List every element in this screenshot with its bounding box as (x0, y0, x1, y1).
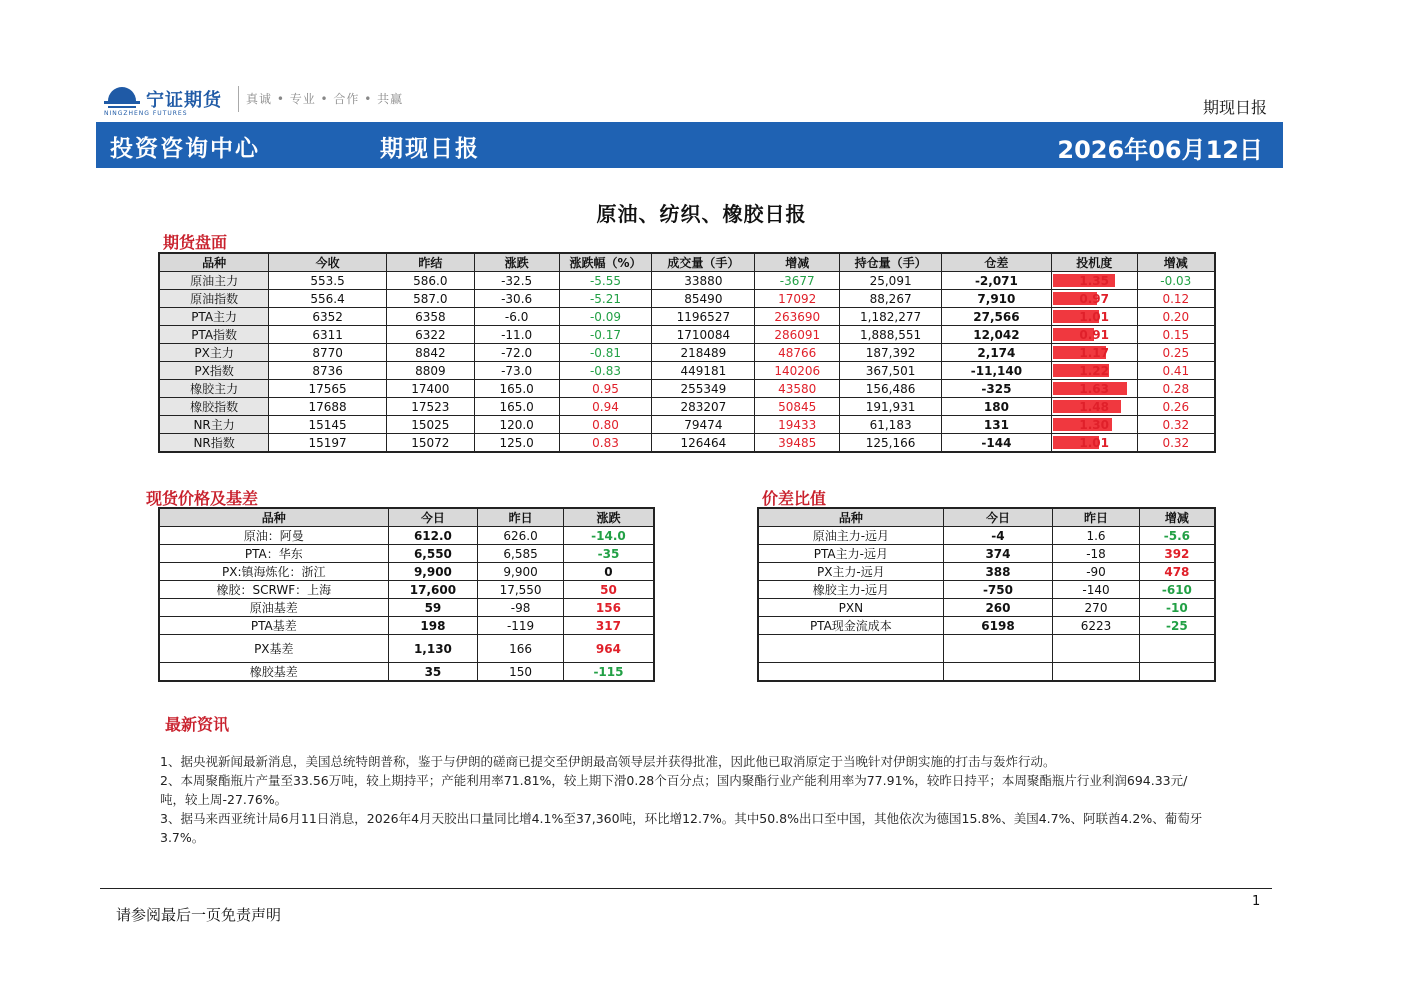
table-cell (1053, 663, 1140, 681)
table-cell: 1196527 (652, 308, 755, 326)
table-row (159, 617, 654, 635)
column-header: 昨结 (386, 253, 474, 272)
speculation-value: 0.97 (1079, 291, 1109, 306)
table-cell: -0.03 (1137, 272, 1215, 290)
page-number: 1 (1252, 894, 1261, 909)
table-cell: 15145 (269, 416, 387, 434)
header-report-type: 期现日报 (1202, 98, 1267, 117)
speculation-value: 1.63 (1079, 381, 1109, 396)
table-cell: 125,166 (840, 434, 942, 453)
speculation-value: 1.17 (1079, 345, 1109, 360)
table-cell: 156 (563, 599, 654, 617)
table-cell: 59 (388, 599, 478, 617)
table-cell: 0.41 (1137, 362, 1215, 380)
table-cell: -72.0 (474, 344, 559, 362)
table-cell: 0.15 (1137, 326, 1215, 344)
table-cell: 553.5 (269, 272, 387, 290)
table-cell: 449181 (652, 362, 755, 380)
column-header: 增减 (1137, 253, 1215, 272)
row-label: 原油主力-远月 (758, 527, 943, 545)
table-cell: 1,888,551 (840, 326, 942, 344)
table-cell: 6358 (386, 308, 474, 326)
table-cell: 6352 (269, 308, 387, 326)
spot-table (158, 507, 655, 682)
speculation-cell (1051, 272, 1137, 290)
speculation-cell (1051, 398, 1137, 416)
row-label: 原油：阿曼 (159, 527, 388, 545)
table-cell: 17523 (386, 398, 474, 416)
row-label: 橡胶：SCRWF：上海 (159, 581, 388, 599)
table-cell: 39485 (755, 434, 840, 453)
column-header: 增减 (755, 253, 840, 272)
section-title-spread: 价差比值 (762, 489, 827, 508)
futures-table (158, 252, 1216, 453)
column-header: 昨日 (1053, 508, 1140, 527)
news-item: 2、本周聚酯瓶片产量至33.56万吨，较上期持平；产能利用率71.81%，较上期下滑0.28个百分点；国内聚酯行业产能利用率为77.91%，较昨日持平；本周聚酯瓶片行业利润694.33元/吨，较上周-27.76%。 (160, 773, 1188, 807)
table-cell: 17,550 (478, 581, 564, 599)
column-header: 今收 (269, 253, 387, 272)
table-cell: 48766 (755, 344, 840, 362)
table-cell: 126464 (652, 434, 755, 453)
column-header: 成交量（手） (652, 253, 755, 272)
table-cell: -35 (563, 545, 654, 563)
header-banner (96, 122, 1283, 168)
table-cell: 6,585 (478, 545, 564, 563)
table-cell: -119 (478, 617, 564, 635)
table-row (159, 527, 654, 545)
table-cell: 9,900 (478, 563, 564, 581)
table-cell: 125.0 (474, 434, 559, 453)
row-label: PTA主力 (159, 308, 269, 326)
row-label: PX主力-远月 (758, 563, 943, 581)
table-cell: 255349 (652, 380, 755, 398)
logo-subtitle: NINGZHENG FUTURES (104, 110, 188, 117)
speculation-value: 0.91 (1079, 327, 1109, 342)
speculation-value: 1.35 (1079, 273, 1109, 288)
table-cell: 626.0 (478, 527, 564, 545)
table-cell: 8809 (386, 362, 474, 380)
table-cell: 165.0 (474, 380, 559, 398)
row-label: 橡胶基差 (159, 663, 388, 682)
futures-header-row (159, 253, 1215, 272)
speculation-cell (1051, 326, 1137, 344)
table-row (159, 434, 1215, 453)
table-cell: 6,550 (388, 545, 478, 563)
table-cell: 0 (563, 563, 654, 581)
banner-report-name: 期现日报 (380, 136, 480, 162)
table-cell: 187,392 (840, 344, 942, 362)
row-label: PTA：华东 (159, 545, 388, 563)
table-cell: 17,600 (388, 581, 478, 599)
table-cell: 1.6 (1053, 527, 1140, 545)
row-label: PXN (758, 599, 943, 617)
table-cell: 8736 (269, 362, 387, 380)
column-header: 品种 (758, 508, 943, 527)
table-cell: 15197 (269, 434, 387, 453)
table-cell (1139, 635, 1215, 663)
table-cell: 0.83 (559, 434, 652, 453)
table-cell: 61,183 (840, 416, 942, 434)
table-cell: -30.6 (474, 290, 559, 308)
slogan: 真诚 • 专业 • 合作 • 共赢 (246, 92, 404, 106)
table-cell: 0.32 (1137, 434, 1215, 453)
speculation-cell (1051, 380, 1137, 398)
table-row (159, 416, 1215, 434)
banner-date: 2026年06月12日 (1057, 136, 1263, 164)
row-label: NR主力 (159, 416, 269, 434)
row-label: 橡胶主力-远月 (758, 581, 943, 599)
table-cell: 15025 (386, 416, 474, 434)
table-cell: 27,566 (942, 308, 1052, 326)
column-header: 今日 (943, 508, 1052, 527)
table-row (159, 290, 1215, 308)
table-row (758, 527, 1215, 545)
table-cell: -5.55 (559, 272, 652, 290)
table-cell: -140 (1053, 581, 1140, 599)
table-cell: 6322 (386, 326, 474, 344)
column-header: 昨日 (478, 508, 564, 527)
table-cell: 367,501 (840, 362, 942, 380)
column-header: 增减 (1139, 508, 1215, 527)
table-cell: 180 (942, 398, 1052, 416)
row-label (758, 663, 943, 681)
column-header: 仓差 (942, 253, 1052, 272)
table-cell: 156,486 (840, 380, 942, 398)
table-cell: 1,182,277 (840, 308, 942, 326)
table-cell: -115 (563, 663, 654, 682)
table-cell: 388 (943, 563, 1052, 581)
table-cell: 263690 (755, 308, 840, 326)
row-label: PTA基差 (159, 617, 388, 635)
table-cell: -750 (943, 581, 1052, 599)
table-cell: -0.17 (559, 326, 652, 344)
table-cell: 120.0 (474, 416, 559, 434)
column-header: 持仓量（手） (840, 253, 942, 272)
speculation-cell (1051, 290, 1137, 308)
table-cell: 88,267 (840, 290, 942, 308)
table-cell: 12,042 (942, 326, 1052, 344)
table-cell: 15072 (386, 434, 474, 453)
table-cell: 131 (942, 416, 1052, 434)
table-cell: -11.0 (474, 326, 559, 344)
table-row (159, 545, 654, 563)
column-header: 品种 (159, 508, 388, 527)
document-title: 原油、纺织、橡胶日报 (596, 202, 807, 226)
table-cell: 1710084 (652, 326, 755, 344)
speculation-cell (1051, 362, 1137, 380)
table-cell: -25 (1139, 617, 1215, 635)
table-cell: 7,910 (942, 290, 1052, 308)
table-row (159, 308, 1215, 326)
table-cell: 0.95 (559, 380, 652, 398)
news-list (160, 752, 1205, 847)
table-row (758, 581, 1215, 599)
table-cell: 50 (563, 581, 654, 599)
table-cell: 964 (563, 635, 654, 663)
row-label: PTA现金流成本 (758, 617, 943, 635)
spread-table (757, 507, 1216, 682)
row-label: 原油主力 (159, 272, 269, 290)
section-title-futures: 期货盘面 (163, 233, 228, 252)
table-row (159, 272, 1215, 290)
table-cell: -10 (1139, 599, 1215, 617)
table-cell: 8842 (386, 344, 474, 362)
table-cell: -98 (478, 599, 564, 617)
speculation-value: 1.01 (1079, 435, 1109, 450)
table-cell: 50845 (755, 398, 840, 416)
row-label: 原油指数 (159, 290, 269, 308)
table-cell: 270 (1053, 599, 1140, 617)
table-cell (1139, 663, 1215, 681)
table-cell: 17400 (386, 380, 474, 398)
column-header: 涨跌幅（%） (559, 253, 652, 272)
section-title-news: 最新资讯 (165, 715, 230, 734)
table-cell: 140206 (755, 362, 840, 380)
table-cell: 0.32 (1137, 416, 1215, 434)
table-cell: 283207 (652, 398, 755, 416)
speculation-cell (1051, 416, 1137, 434)
table-cell: -0.81 (559, 344, 652, 362)
table-cell: 6311 (269, 326, 387, 344)
table-row (159, 581, 654, 599)
table-row (758, 599, 1215, 617)
row-label: PX:镇海炼化：浙江 (159, 563, 388, 581)
table-cell: 374 (943, 545, 1052, 563)
table-row (758, 635, 1215, 663)
table-cell: 79474 (652, 416, 755, 434)
table-cell: -32.5 (474, 272, 559, 290)
news-item: 3、据马来西亚统计局6月11日消息，2026年4月天胶出口量同比增4.1%至37,360吨，环比增12.7%。其中50.8%出口至中国，其他依次为德国15.8%、美国4.7%、阿联酋4.2%、葡萄牙3.7%。 (160, 811, 1203, 845)
table-cell: 17688 (269, 398, 387, 416)
column-header: 品种 (159, 253, 269, 272)
table-cell: 165.0 (474, 398, 559, 416)
table-cell: -6.0 (474, 308, 559, 326)
logo-text: 宁证期货 (146, 90, 222, 111)
row-label: NR指数 (159, 434, 269, 453)
table-cell: 586.0 (386, 272, 474, 290)
table-row (159, 380, 1215, 398)
table-cell: 6223 (1053, 617, 1140, 635)
table-cell: -0.83 (559, 362, 652, 380)
table-cell: 8770 (269, 344, 387, 362)
table-cell: -610 (1139, 581, 1215, 599)
table-cell: 317 (563, 617, 654, 635)
speculation-cell (1051, 344, 1137, 362)
row-label: 原油基差 (159, 599, 388, 617)
table-cell: 6198 (943, 617, 1052, 635)
speculation-value: 1.30 (1079, 417, 1109, 432)
table-row (159, 398, 1215, 416)
table-cell: 0.12 (1137, 290, 1215, 308)
table-cell: 556.4 (269, 290, 387, 308)
table-cell: 260 (943, 599, 1052, 617)
speculation-value: 1.48 (1079, 399, 1109, 414)
table-cell: 25,091 (840, 272, 942, 290)
table-row (159, 563, 654, 581)
table-cell: -3677 (755, 272, 840, 290)
table-cell: -90 (1053, 563, 1140, 581)
table-cell: 166 (478, 635, 564, 663)
table-row (159, 344, 1215, 362)
row-label: PX基差 (159, 635, 388, 663)
table-cell: 612.0 (388, 527, 478, 545)
table-cell: 0.20 (1137, 308, 1215, 326)
spread-header-row (758, 508, 1215, 527)
table-cell (1053, 635, 1140, 663)
logo-icon (104, 85, 140, 113)
table-cell: 286091 (755, 326, 840, 344)
table-cell: 17565 (269, 380, 387, 398)
table-row (758, 545, 1215, 563)
table-cell: -0.09 (559, 308, 652, 326)
table-cell: 33880 (652, 272, 755, 290)
logo-divider (238, 86, 239, 112)
table-cell: 0.80 (559, 416, 652, 434)
table-cell: 392 (1139, 545, 1215, 563)
table-cell: 43580 (755, 380, 840, 398)
table-row (758, 563, 1215, 581)
table-cell: 9,900 (388, 563, 478, 581)
table-cell: 0.94 (559, 398, 652, 416)
table-cell: -14.0 (563, 527, 654, 545)
table-cell (943, 663, 1052, 681)
row-label: PTA主力-远月 (758, 545, 943, 563)
table-cell: 85490 (652, 290, 755, 308)
section-title-spot: 现货价格及基差 (146, 489, 259, 508)
row-label: 橡胶主力 (159, 380, 269, 398)
spot-header-row (159, 508, 654, 527)
table-cell: -2,071 (942, 272, 1052, 290)
row-label: 橡胶指数 (159, 398, 269, 416)
table-cell: -11,140 (942, 362, 1052, 380)
banner-department: 投资咨询中心 (110, 136, 260, 162)
table-cell: 218489 (652, 344, 755, 362)
table-row (159, 663, 654, 682)
table-cell: 587.0 (386, 290, 474, 308)
column-header: 今日 (388, 508, 478, 527)
footer-divider (100, 888, 1272, 889)
table-cell: -325 (942, 380, 1052, 398)
table-cell: -4 (943, 527, 1052, 545)
table-row (159, 635, 654, 663)
column-header: 投机度 (1051, 253, 1137, 272)
table-cell: -5.6 (1139, 527, 1215, 545)
table-cell: 0.26 (1137, 398, 1215, 416)
speculation-cell (1051, 434, 1137, 453)
table-cell: -5.21 (559, 290, 652, 308)
table-cell: 1,130 (388, 635, 478, 663)
table-cell: 0.28 (1137, 380, 1215, 398)
table-cell: 35 (388, 663, 478, 682)
column-header: 涨跌 (563, 508, 654, 527)
table-cell: 191,931 (840, 398, 942, 416)
speculation-cell (1051, 308, 1137, 326)
table-cell: -73.0 (474, 362, 559, 380)
row-label (758, 635, 943, 663)
table-cell: 17092 (755, 290, 840, 308)
table-cell: 198 (388, 617, 478, 635)
speculation-value: 1.22 (1079, 363, 1109, 378)
table-row (159, 599, 654, 617)
row-label: PTA指数 (159, 326, 269, 344)
table-cell: 150 (478, 663, 564, 682)
news-item: 1、据央视新闻最新消息，美国总统特朗普称，鉴于与伊朗的磋商已提交至伊朗最高领导层并获得批准，因此他已取消原定于当晚针对伊朗实施的打击与轰炸行动。 (160, 754, 1056, 769)
table-row (758, 617, 1215, 635)
table-cell: -144 (942, 434, 1052, 453)
table-cell (943, 635, 1052, 663)
row-label: PX指数 (159, 362, 269, 380)
footer-disclaimer: 请参阅最后一页免责声明 (116, 906, 282, 924)
row-label: PX主力 (159, 344, 269, 362)
column-header: 涨跌 (474, 253, 559, 272)
table-cell: 2,174 (942, 344, 1052, 362)
table-cell: 478 (1139, 563, 1215, 581)
table-row (159, 362, 1215, 380)
table-row (159, 326, 1215, 344)
table-cell: -18 (1053, 545, 1140, 563)
speculation-value: 1.01 (1079, 309, 1109, 324)
table-row (758, 663, 1215, 681)
table-cell: 19433 (755, 416, 840, 434)
table-cell: 0.25 (1137, 344, 1215, 362)
